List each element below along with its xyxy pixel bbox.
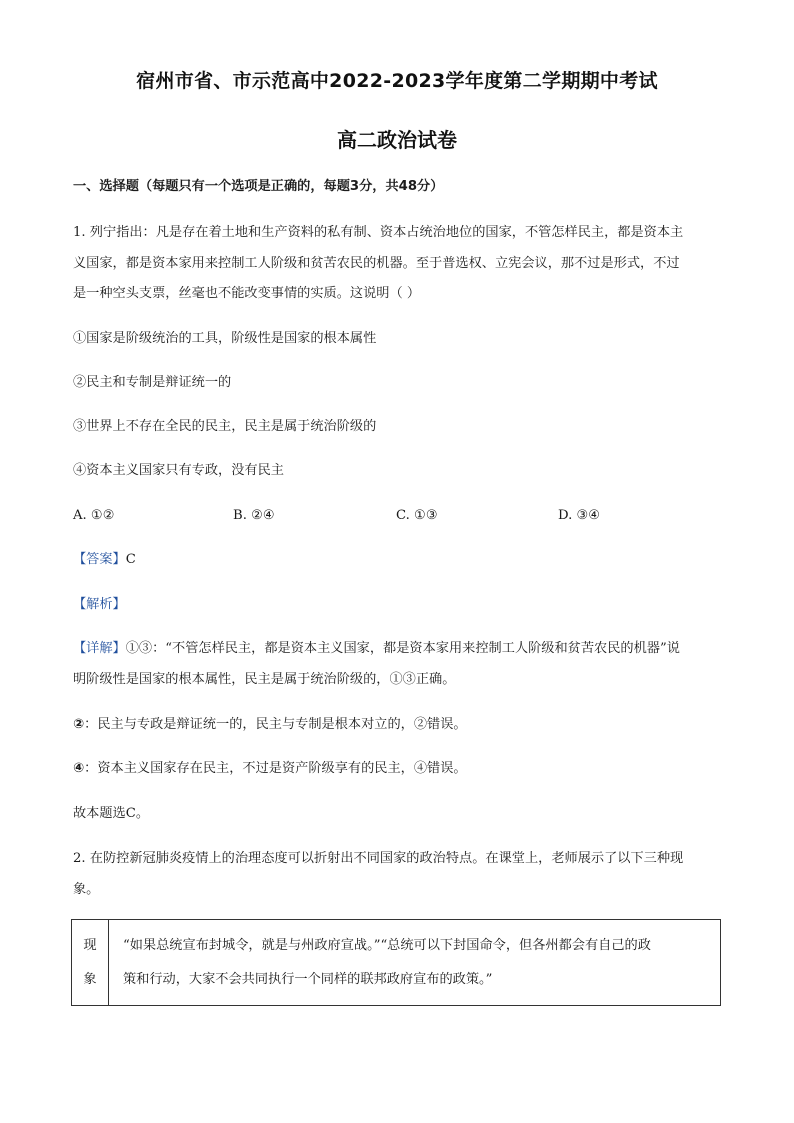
q2-stem-line1: 2. 在防控新冠肺炎疫情上的治理态度可以折射出不同国家的政治特点。在课堂上，老师展示了以下三种现 (73, 851, 684, 866)
q1-statement-3: ③世界上不存在全民的民主，民主是属于统治阶级的 (73, 419, 377, 434)
label-char-bottom: 象 (83, 971, 97, 987)
item2-text: ：民主与专政是辩证统一的，民主与专制是根本对立的，②错误。 (84, 717, 467, 732)
label-char-top: 现 (83, 937, 97, 953)
q1-statement-1: ①国家是阶级统治的工具，阶级性是国家的根本属性 (73, 331, 377, 346)
detail-tag: 【详解】 (73, 641, 126, 656)
phenomenon-quote-line1: “如果总统宣布封城令，就是与州政府宣战。”“总统可以下封国命令，但各州都会有自己的政 (123, 937, 651, 953)
answer-tag: 【答案】 (73, 552, 126, 567)
answer-value: C (125, 552, 136, 567)
q1-detail-line1 (73, 640, 680, 658)
q1-detail-line2: 明阶级性是国家的根本属性，民主是属于统治阶级的，①③正确。 (73, 672, 456, 687)
q1-option-b: B. ②④ (233, 508, 275, 523)
section-heading: 一、选择题（每题只有一个选项是正确的，每题3分，共48分） (73, 179, 444, 194)
q1-stem-line2: 义国家，都是资本家用来控制工人阶级和贫苦农民的机器。至于普选权、立宪会议，那不过是形式，不过 (73, 256, 680, 271)
detail-text: ①③：“不管怎样民主，都是资本主义国家，都是资本家用来控制工人阶级和贫苦农民的机器”说 (125, 641, 680, 656)
q1-statement-4: ④资本主义国家只有专政，没有民主 (73, 463, 284, 478)
phenomenon-content (109, 920, 721, 1006)
q1-stem-line3: 是一种空头支票，丝毫也不能改变事情的实质。这说明（ ） (73, 286, 421, 301)
q1-answer (73, 551, 136, 569)
q1-option-c: C. ①③ (396, 508, 438, 523)
q1-detail-item4 (73, 760, 467, 778)
q1-option-d: D. ③④ (558, 508, 601, 523)
phenomenon-quote-line2: 策和行动，大家不会共同执行一个同样的联邦政府宣布的政策。” (123, 971, 493, 987)
q1-option-a: A. ①② (73, 508, 115, 523)
q1-conclusion: 故本题选C。 (73, 806, 150, 821)
item4-number: ④ (73, 761, 85, 776)
q1-detail-item2 (73, 716, 467, 734)
exam-subtitle: 高二政治试卷 (337, 128, 457, 152)
item4-text: ：资本主义国家存在民主，不过是资产阶级享有的民主，④错误。 (84, 761, 467, 776)
analysis-tag: 【解析】 (73, 597, 126, 612)
q1-statement-2: ②民主和专制是辩证统一的 (73, 375, 232, 390)
q1-stem-line1: 1. 列宁指出：凡是存在着土地和生产资料的私有制、资本占统治地位的国家，不管怎样民主，都是资本主 (73, 225, 684, 240)
phenomenon-table (71, 919, 721, 1006)
exam-title: 宿州市省、市示范高中2022-2023学年度第二学期期中考试 (136, 70, 658, 92)
phenomenon-label (72, 920, 109, 1006)
q2-stem-line2: 象。 (73, 882, 100, 897)
item2-number: ② (73, 717, 85, 732)
